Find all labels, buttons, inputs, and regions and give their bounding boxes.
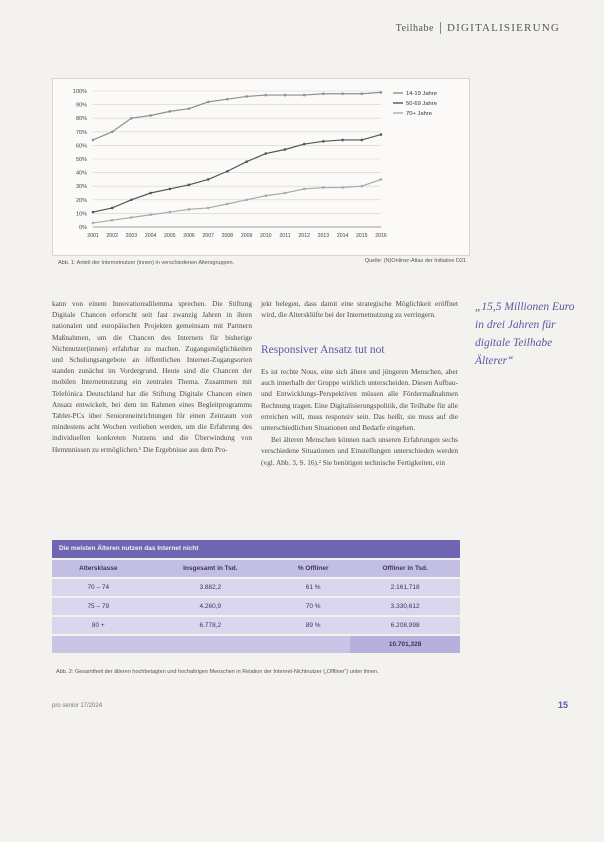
y-tick-label: 30%: [75, 184, 87, 191]
pullquote: „15,5 Millionen Euro in drei Jahren für digitale Teilhabe Älterer“: [475, 301, 575, 367]
data-point: [188, 184, 191, 187]
section-heading: Responsiver Ansatz tut not: [261, 344, 385, 356]
y-tick-label: 20%: [75, 197, 87, 204]
footer-journal: pro senior 17/2024: [52, 703, 103, 709]
data-point: [341, 186, 344, 189]
table-total-row: [52, 636, 460, 653]
data-point: [245, 160, 248, 163]
data-point: [303, 188, 306, 191]
table-cell: 6.208,998: [350, 617, 460, 634]
table-empty-cell: [276, 636, 350, 653]
line-chart: [52, 78, 470, 256]
y-tick-label: 50%: [75, 157, 87, 163]
y-tick-label: 40%: [75, 170, 87, 177]
x-tick-label: 2011: [279, 233, 291, 239]
series-line: [93, 135, 381, 213]
table-header: % Offliner: [276, 560, 350, 577]
header-section: DIGITALISIERUNG: [446, 22, 560, 34]
y-tick-label: 100%: [72, 89, 87, 95]
x-tick-label: 2003: [125, 233, 138, 239]
table-title: Die meisten Älteren nutzen das Internet nicht: [52, 540, 460, 558]
data-point: [130, 199, 133, 202]
x-tick-label: 2014: [336, 233, 349, 239]
data-point: [169, 188, 172, 191]
data-point: [265, 152, 268, 155]
data-point: [361, 139, 364, 142]
right-column-intro: [261, 298, 458, 320]
data-point: [341, 139, 344, 142]
table-cell: 3.882,2: [145, 579, 277, 596]
table-row: [52, 598, 460, 615]
y-tick-label: 80%: [75, 116, 87, 123]
table-cell: 75 – 79: [52, 598, 145, 615]
data-point: [207, 101, 210, 104]
data-point: [149, 114, 152, 117]
line-chart-svg: [53, 79, 469, 255]
data-point: [92, 222, 95, 225]
left-column: [52, 298, 252, 455]
x-tick-label: 2012: [298, 233, 310, 239]
data-point: [341, 92, 344, 95]
x-tick-label: 2007: [202, 233, 214, 239]
table-total-cell: 10.701,328: [350, 636, 460, 653]
x-tick-label: 2001: [87, 233, 99, 239]
x-tick-label: 2010: [260, 233, 272, 239]
data-point: [169, 211, 172, 214]
table-cell: 3.330,612: [350, 598, 460, 615]
right-paragraph-1: Es ist rechte Nous, eine sich ältere und jüngeren Menschen, aber auch innerhalb der Gruppe wirklich unterscheiden. Diesen Aufbau- und Entwicklungs-Perspektiven müssen alle Fördermaßnahmen Rechnung tragen. Eine Digitalisierungspolitik, die Teilhabe für alle erreichen will, muss responsiv sein. Das heißt, sie muss auf die unterschiedlichen Situationen und Bedarfe eingehen.: [261, 367, 458, 433]
y-tick-label: 60%: [75, 143, 87, 150]
page-number: 15: [557, 700, 568, 710]
x-tick-label: 2016: [375, 233, 387, 239]
table-header: Altersklasse: [52, 560, 145, 577]
data-point: [284, 148, 287, 151]
data-point: [111, 207, 114, 210]
x-tick-label: 2002: [106, 233, 118, 239]
x-tick-label: 2004: [144, 233, 157, 239]
table-empty-cell: [145, 636, 277, 653]
data-point: [303, 94, 306, 97]
table-cell: 70 %: [276, 598, 350, 615]
page-header: [396, 22, 560, 34]
data-point: [380, 91, 383, 94]
data-point: [149, 213, 152, 216]
data-point: [130, 216, 133, 219]
data-point: [169, 110, 172, 113]
figure1-source: Quelle: (N)Onliner-Atlas der Initiative D21: [364, 258, 466, 264]
table-cell: 6.778,2: [145, 617, 277, 634]
right-intro-paragraph: jekt belegen, dass damit eine strategische Möglichkeit eröffnet wird, die Altersklüfte bei der Internetnutzung zu verringern.: [261, 299, 458, 320]
x-tick-label: 2006: [183, 233, 195, 239]
data-point: [188, 107, 191, 110]
table-cell: 4.260,9: [145, 598, 277, 615]
right-paragraph-2: Bei älteren Menschen können nach unseren Erfahrungen sechs verschiedene Situationen und Einstellungen unterschieden werden (vgl. Abb. 3, S. 16).² Sie benötigen technische Fertigkeiten, ein: [261, 435, 458, 467]
table-header-row: [52, 560, 460, 577]
x-tick-label: 2005: [164, 233, 176, 239]
table-cell: 2.161,718: [350, 579, 460, 596]
y-tick-label: 0%: [79, 225, 87, 231]
table-header: Offliner in Tsd.: [350, 560, 460, 577]
data-point: [226, 98, 229, 101]
data-point: [207, 178, 210, 181]
data-point: [226, 170, 229, 173]
figure1-caption: Abb. 1: Anteil der Internetnutzer (innen) in verschiedenen Altersgruppen.: [58, 260, 235, 266]
offliner-table: [52, 540, 460, 655]
legend-label: 14-19 Jahre: [406, 91, 437, 97]
data-point: [111, 219, 114, 222]
table-row: [52, 579, 460, 596]
header-divider: [440, 22, 441, 34]
data-point: [284, 192, 287, 195]
data-point: [111, 131, 114, 134]
series-line: [93, 92, 381, 140]
data-point: [130, 117, 133, 120]
legend-label: 50-69 Jahre: [406, 101, 437, 107]
table-grid: [52, 558, 460, 655]
data-point: [380, 178, 383, 181]
header-kicker: Teilhabe: [395, 22, 434, 34]
data-point: [265, 194, 268, 197]
data-point: [226, 203, 229, 206]
left-paragraph: kann von einem Innovationsdilemma sprechen. Die Stiftung Digitale Chancen erforscht seit fast zwanzig Jahren in ihren nationalen und europäischen Projekten gemeinsam mit Partnern Maßnahmen, um die Chancen des Internets für bisherige Nichtnutzer(innen) erfahrbar zu machen. Zugangsmöglichkeiten und Schulungsangebote an öffentlichen Internet-Zugangsorten standen zunächst im Vordergrund. Heute sind die Chancen der mobilen Internetnutzung ein zentrales Thema. Zusammen mit Telefónica Deutschland hat die Stiftung Digitale Chancen einen Ansatz entwickelt, bei dem im Rahmen eines Begleitprogramms Tablet-PCs über Senioreneinrichtungen für einen Zeitraum von mindestens acht Wochen verliehen werden, um die Erfahrung des individuellen konkreten Nutzens und die Überwindung von Hemmnissen zu ermöglichen.¹ Die Ergebnisse aus dem Pro-: [52, 299, 252, 454]
right-column: [261, 366, 458, 468]
data-point: [361, 92, 364, 95]
table-cell: 61 %: [276, 579, 350, 596]
x-tick-label: 2015: [356, 233, 368, 239]
data-point: [188, 208, 191, 211]
data-point: [207, 207, 210, 210]
y-tick-label: 10%: [75, 211, 87, 218]
x-tick-label: 2008: [221, 233, 234, 239]
x-tick-label: 2009: [240, 233, 253, 239]
data-point: [149, 192, 152, 195]
y-tick-label: 70%: [75, 129, 87, 136]
table-cell: 89 %: [276, 617, 350, 634]
data-point: [92, 211, 95, 214]
x-tick-label: 2013: [317, 233, 330, 239]
data-point: [322, 92, 325, 95]
y-tick-label: 90%: [75, 102, 87, 109]
data-point: [245, 95, 248, 98]
table-caption: Abb. 2: Gesamtheit der älteren hochbetagten und hochaltrigen Menschen in Relation der Internet-Nichtnutzer („Offliner“) unter ihnen.: [56, 669, 379, 675]
legend-label: 70+ Jahre: [406, 111, 432, 117]
data-point: [361, 185, 364, 188]
table-cell: 70 – 74: [52, 579, 145, 596]
data-point: [322, 140, 325, 143]
data-point: [265, 94, 268, 97]
table-row: [52, 617, 460, 634]
data-point: [92, 139, 95, 142]
table-header: Insgesamt in Tsd.: [145, 560, 277, 577]
data-point: [284, 94, 287, 97]
data-point: [322, 186, 325, 189]
table-cell: 80 +: [52, 617, 145, 634]
data-point: [303, 143, 306, 146]
table-empty-cell: [52, 636, 145, 653]
data-point: [245, 199, 248, 202]
data-point: [380, 133, 383, 136]
